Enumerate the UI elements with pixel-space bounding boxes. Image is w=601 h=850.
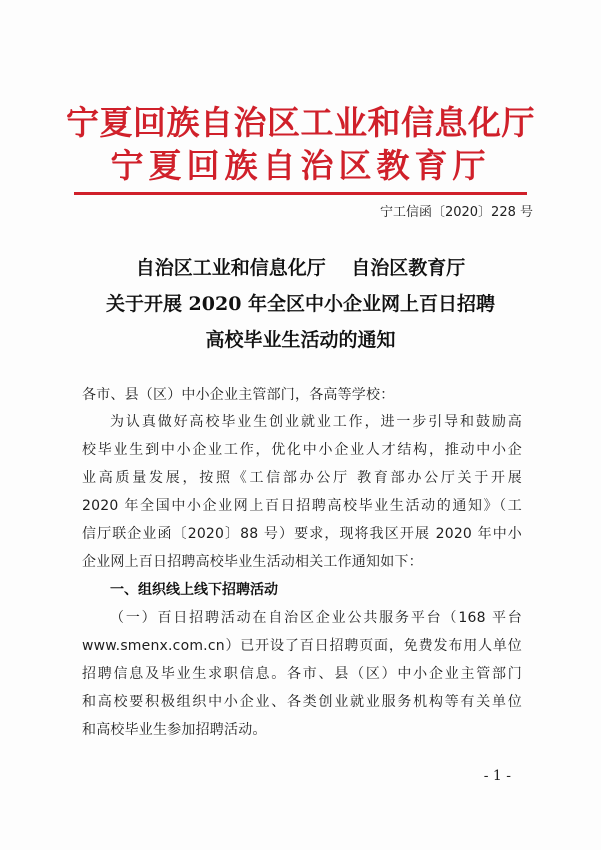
document-number: 宁工信函〔2020〕228 号	[379, 205, 533, 220]
paragraph-1-line: 为认真做好高校毕业生创业就业工作，进一步引导和鼓励高	[110, 414, 522, 430]
issuing-agency-education: 宁夏回族自治区教育厅	[110, 146, 491, 185]
notice-title-line-3: 高校毕业生活动的通知	[205, 329, 396, 351]
paragraph-2-line: 招聘信息及毕业生求职信息。各市、县（区）中小企业主管部门	[82, 666, 522, 682]
paragraph-1-line: 业高质量发展，按照《工信部办公厅 教育部办公厅关于开展	[82, 470, 522, 486]
issuing-agency-industry: 宁夏回族自治区工业和信息化厅	[66, 103, 535, 142]
paragraph-2-line: 和高校毕业生参加招聘活动。	[82, 722, 267, 738]
notice-title-line-2: 关于开展 2020 年全区中小企业网上百日招聘	[105, 293, 496, 315]
salutation: 各市、县（区）中小企业主管部门，各高等学校：	[82, 387, 395, 403]
paragraph-1-line: 2020 年全国中小企业网上百日招聘高校毕业生活动的通知》（工	[82, 498, 522, 514]
page-number: - 1 -	[483, 768, 511, 784]
paragraph-2-line: 和高校要积极组织中小企业、各类创业就业服务机构等有关单位	[82, 694, 522, 710]
paragraph-1-line: 信厅联企业函〔2020〕88 号）要求，现将我区开展 2020 年中小	[82, 526, 522, 542]
section-1-heading: 一、组织线上线下招聘活动	[110, 582, 278, 598]
red-header-rule	[74, 192, 527, 195]
paragraph-2-line: www.smenx.com.cn）已开设了百日招聘页面，免费发布用人单位	[82, 638, 522, 654]
paragraph-2-line: （一）百日招聘活动在自治区企业公共服务平台（168 平台	[110, 610, 522, 626]
paragraph-1-line: 校毕业生到中小企业工作，优化中小企业人才结构，推动中小企	[82, 442, 522, 458]
paragraph-1-line: 企业网上百日招聘高校毕业生活动相关工作通知如下：	[82, 554, 423, 570]
notice-title-line-1: 自治区工业和信息化厅 自治区教育厅	[135, 257, 466, 279]
